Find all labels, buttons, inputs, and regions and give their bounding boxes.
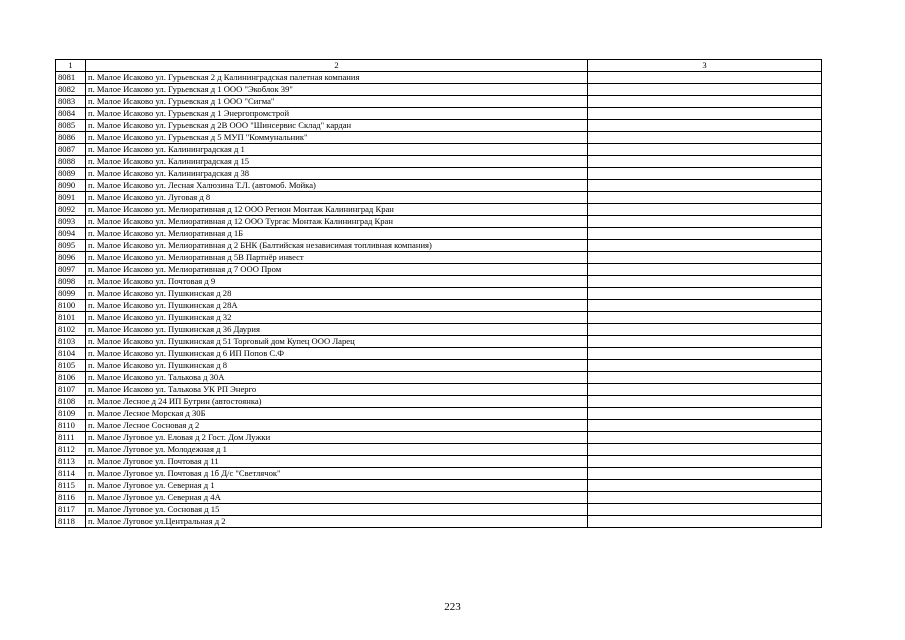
row-number-cell: 8091 <box>56 192 86 204</box>
note-cell <box>588 84 822 96</box>
note-cell <box>588 216 822 228</box>
address-cell: п. Малое Исаково ул. Мелиоративная д 7 ООО Пром <box>86 264 588 276</box>
table-row <box>56 372 822 384</box>
address-cell: п. Малое Исаково ул. Пушкинская д 28А <box>86 300 588 312</box>
note-cell <box>588 276 822 288</box>
address-cell: п. Малое Исаково ул. Гурьевская д 1 ООО "Сигма" <box>86 96 588 108</box>
row-number-cell: 8110 <box>56 420 86 432</box>
row-number-cell: 8097 <box>56 264 86 276</box>
address-cell: п. Малое Исаково ул. Гурьевская д 1 ООО "Экоблок 39" <box>86 84 588 96</box>
row-number-cell: 8102 <box>56 324 86 336</box>
table-row <box>56 396 822 408</box>
row-number-cell: 8100 <box>56 300 86 312</box>
note-cell <box>588 240 822 252</box>
row-number-cell: 8101 <box>56 312 86 324</box>
address-cell: п. Малое Исаково ул. Калининградская д 38 <box>86 168 588 180</box>
table-row <box>56 360 822 372</box>
note-cell <box>588 456 822 468</box>
table-row <box>56 132 822 144</box>
table-row <box>56 108 822 120</box>
address-cell: п. Малое Исаково ул. Калининградская д 1 <box>86 144 588 156</box>
note-cell <box>588 504 822 516</box>
table-row <box>56 348 822 360</box>
address-cell: п. Малое Исаково ул. Почтовая д 9 <box>86 276 588 288</box>
note-cell <box>588 108 822 120</box>
table-row <box>56 192 822 204</box>
address-cell: п. Малое Исаково ул. Мелиоративная д 12 ООО Тургас Монтаж Калининград Кран <box>86 216 588 228</box>
row-number-cell: 8093 <box>56 216 86 228</box>
address-cell: п. Малое Исаково ул. Мелиоративная д 2 БНК (Балтийская независимая топливная компания) <box>86 240 588 252</box>
address-cell: п. Малое Исаково ул. Мелиоративная д 1Б <box>86 228 588 240</box>
note-cell <box>588 180 822 192</box>
note-cell <box>588 204 822 216</box>
row-number-cell: 8090 <box>56 180 86 192</box>
address-cell: п. Малое Исаково ул. Гурьевская д 2В ООО "Шинсервис Склад" кардан <box>86 120 588 132</box>
table-row <box>56 168 822 180</box>
row-number-cell: 8111 <box>56 432 86 444</box>
page-number: 223 <box>444 601 461 613</box>
table-row <box>56 288 822 300</box>
row-number-cell: 8103 <box>56 336 86 348</box>
row-number-cell: 8084 <box>56 108 86 120</box>
row-number-cell: 8114 <box>56 468 86 480</box>
row-number-cell: 8096 <box>56 252 86 264</box>
table-row <box>56 72 822 84</box>
table-row <box>56 204 822 216</box>
note-cell <box>588 120 822 132</box>
table-row <box>56 516 822 528</box>
address-cell: п. Малое Исаково ул. Пушкинская д 32 <box>86 312 588 324</box>
address-cell: п. Малое Исаково ул. Гурьевская 2 д Калининградская палетная компания <box>86 72 588 84</box>
table-header-row <box>56 60 822 72</box>
note-cell <box>588 360 822 372</box>
row-number-cell: 8116 <box>56 492 86 504</box>
address-cell: п. Малое Исаково ул. Лесная Халюзина Т.Л. (автомоб. Мойка) <box>86 180 588 192</box>
address-cell: п. Малое Исаково ул. Талькова д 30А <box>86 372 588 384</box>
table-body <box>56 60 822 528</box>
note-cell <box>588 420 822 432</box>
column-header-3: 3 <box>588 60 822 72</box>
row-number-cell: 8117 <box>56 504 86 516</box>
row-number-cell: 8085 <box>56 120 86 132</box>
table-row <box>56 264 822 276</box>
note-cell <box>588 372 822 384</box>
address-cell: п. Малое Луговое ул. Северная д 1 <box>86 480 588 492</box>
note-cell <box>588 408 822 420</box>
note-cell <box>588 324 822 336</box>
row-number-cell: 8107 <box>56 384 86 396</box>
address-cell: п. Малое Исаково ул. Талькова УК РП Энерго <box>86 384 588 396</box>
row-number-cell: 8118 <box>56 516 86 528</box>
note-cell <box>588 444 822 456</box>
address-cell: п. Малое Исаково ул. Гурьевская д 5 МУП "Коммунальник" <box>86 132 588 144</box>
address-cell: п. Малое Луговое ул. Сосновая д 15 <box>86 504 588 516</box>
address-cell: п. Малое Лесное Сосновая д 2 <box>86 420 588 432</box>
note-cell <box>588 264 822 276</box>
address-cell: п. Малое Исаково ул. Луговая д 8 <box>86 192 588 204</box>
row-number-cell: 8113 <box>56 456 86 468</box>
address-cell: п. Малое Исаково ул. Мелиоративная д 5В Партнёр инвест <box>86 252 588 264</box>
address-cell: п. Малое Луговое ул. Почтовая д 11 <box>86 456 588 468</box>
table-row <box>56 432 822 444</box>
table-row <box>56 444 822 456</box>
note-cell <box>588 396 822 408</box>
table-row <box>56 420 822 432</box>
note-cell <box>588 192 822 204</box>
row-number-cell: 8106 <box>56 372 86 384</box>
table-row <box>56 324 822 336</box>
note-cell <box>588 348 822 360</box>
row-number-cell: 8086 <box>56 132 86 144</box>
table-row <box>56 156 822 168</box>
table-row <box>56 312 822 324</box>
column-header-2: 2 <box>86 60 588 72</box>
table-row <box>56 216 822 228</box>
note-cell <box>588 228 822 240</box>
address-cell: п. Малое Исаково ул. Калининградская д 15 <box>86 156 588 168</box>
note-cell <box>588 144 822 156</box>
table-row <box>56 492 822 504</box>
note-cell <box>588 336 822 348</box>
note-cell <box>588 516 822 528</box>
table-row <box>56 144 822 156</box>
table-row <box>56 468 822 480</box>
note-cell <box>588 96 822 108</box>
table-row <box>56 240 822 252</box>
table-row <box>56 276 822 288</box>
table-row <box>56 120 822 132</box>
note-cell <box>588 288 822 300</box>
note-cell <box>588 168 822 180</box>
row-number-cell: 8089 <box>56 168 86 180</box>
column-header-1: 1 <box>56 60 86 72</box>
note-cell <box>588 132 822 144</box>
table-row <box>56 96 822 108</box>
address-cell: п. Малое Исаково ул. Пушкинская д 28 <box>86 288 588 300</box>
address-cell: п. Малое Луговое ул.Центральная д 2 <box>86 516 588 528</box>
address-cell: п. Малое Исаково ул. Пушкинская д 8 <box>86 360 588 372</box>
row-number-cell: 8082 <box>56 84 86 96</box>
address-cell: п. Малое Исаково ул. Мелиоративная д 12 ООО Регион Монтаж Калининград Кран <box>86 204 588 216</box>
row-number-cell: 8098 <box>56 276 86 288</box>
address-table <box>55 59 822 528</box>
row-number-cell: 8095 <box>56 240 86 252</box>
note-cell <box>588 156 822 168</box>
table-row <box>56 456 822 468</box>
row-number-cell: 8112 <box>56 444 86 456</box>
note-cell <box>588 300 822 312</box>
note-cell <box>588 72 822 84</box>
table-row <box>56 228 822 240</box>
address-cell: п. Малое Луговое ул. Еловая д 2 Гост. Дом Лужки <box>86 432 588 444</box>
address-cell: п. Малое Исаково ул. Гурьевская д 1 Энергопромстрой <box>86 108 588 120</box>
address-cell: п. Малое Луговое ул. Северная д 4А <box>86 492 588 504</box>
table-row <box>56 408 822 420</box>
row-number-cell: 8108 <box>56 396 86 408</box>
address-cell: п. Малое Исаково ул. Пушкинская д 6 ИП Попов С.Ф <box>86 348 588 360</box>
address-cell: п. Малое Лесное Морская д 30Б <box>86 408 588 420</box>
row-number-cell: 8081 <box>56 72 86 84</box>
note-cell <box>588 468 822 480</box>
address-cell: п. Малое Лесное д 24 ИП Бутрин (автостоянка) <box>86 396 588 408</box>
note-cell <box>588 252 822 264</box>
note-cell <box>588 432 822 444</box>
row-number-cell: 8115 <box>56 480 86 492</box>
table-row <box>56 336 822 348</box>
table-row <box>56 480 822 492</box>
row-number-cell: 8087 <box>56 144 86 156</box>
row-number-cell: 8104 <box>56 348 86 360</box>
row-number-cell: 8109 <box>56 408 86 420</box>
note-cell <box>588 492 822 504</box>
address-cell: п. Малое Исаково ул. Пушкинская д 51 Торговый дом Купец ООО Ларец <box>86 336 588 348</box>
address-cell: п. Малое Луговое ул. Молодежная д 1 <box>86 444 588 456</box>
row-number-cell: 8105 <box>56 360 86 372</box>
row-number-cell: 8092 <box>56 204 86 216</box>
address-cell: п. Малое Исаково ул. Пушкинская д 36 Даурия <box>86 324 588 336</box>
row-number-cell: 8088 <box>56 156 86 168</box>
table-row <box>56 252 822 264</box>
row-number-cell: 8094 <box>56 228 86 240</box>
note-cell <box>588 384 822 396</box>
note-cell <box>588 480 822 492</box>
table-row <box>56 384 822 396</box>
table-row <box>56 300 822 312</box>
table-row <box>56 504 822 516</box>
table-row <box>56 180 822 192</box>
note-cell <box>588 312 822 324</box>
row-number-cell: 8083 <box>56 96 86 108</box>
row-number-cell: 8099 <box>56 288 86 300</box>
address-cell: п. Малое Луговое ул. Почтовая д 1б Д/с "Светлячок" <box>86 468 588 480</box>
table-row <box>56 84 822 96</box>
